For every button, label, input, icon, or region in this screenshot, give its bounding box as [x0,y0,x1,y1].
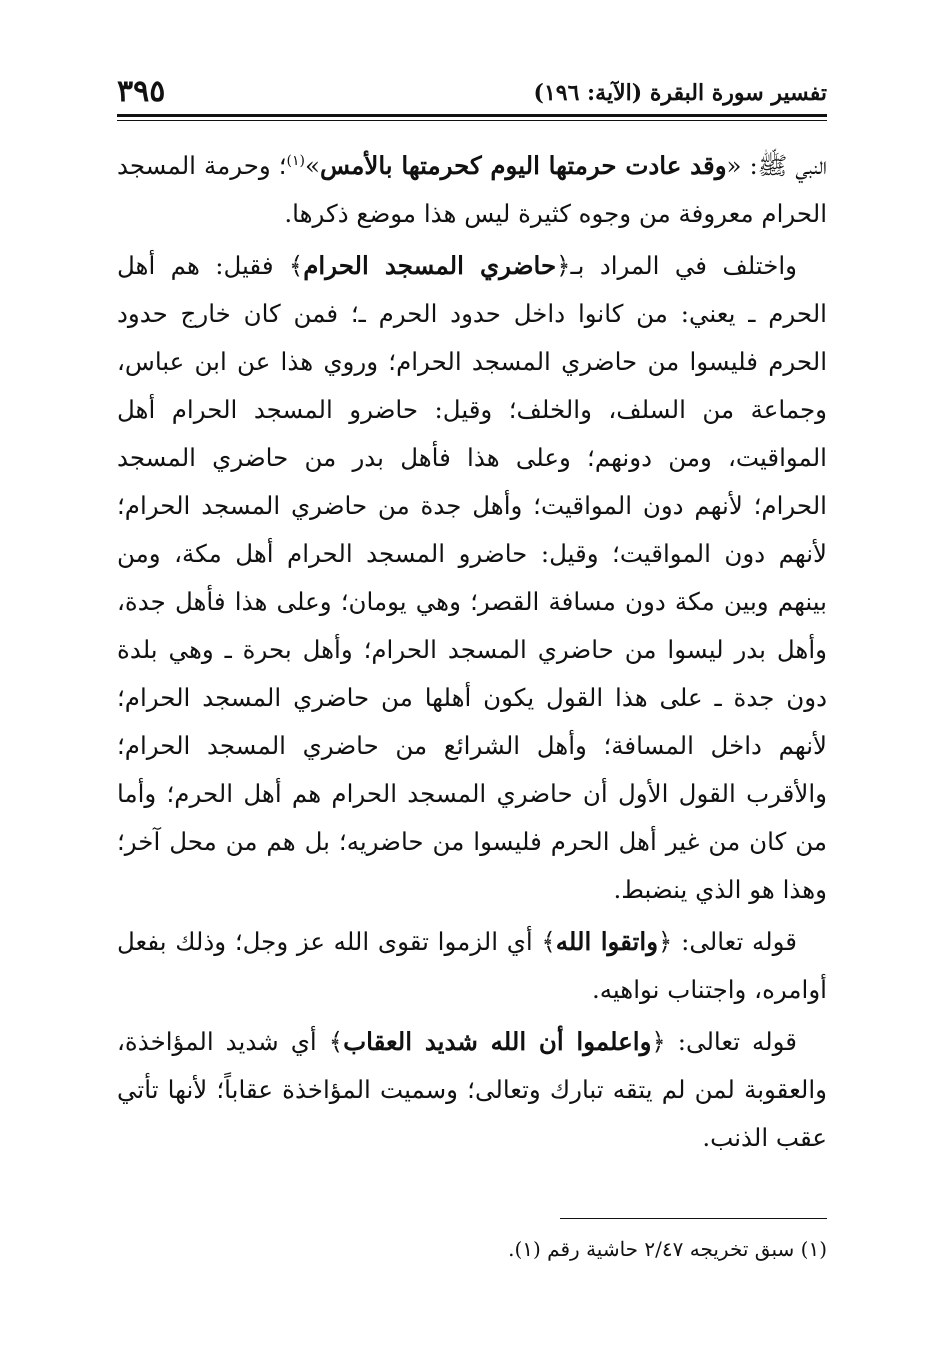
page-header [117,74,827,112]
text-run: ﴾ أي الزموا تقوى الله عز وجل؛ وذلك بفعل أوامره، واجتناب نواهيه. [117,927,827,1004]
text-run: قوله تعالى: ﴿ [651,1027,797,1056]
text-run: ﴾ فقيل: هم أهل الحرم ـ يعني: من كانوا داخل حدود الحرم ـ؛ فمن كان خارج حدود الحرم فليسوا من حاضري المسجد الحرام؛ وروي هذا عن ابن عباس، وجماعة من السلف، والخلف؛ وقيل: حاضرو المسجد الحرام أهل المواقيت، ومن دونهم؛ وعلى هذا فأهل بدر من حاضري المسجد الحرام؛ لأنهم دون المواقيت؛ وأهل جدة من حاضري المسجد الحرام؛ لأنهم دون المواقيت؛ وقيل: حاضرو المسجد الحرام أهل مكة، ومن بينهم وبين مكة دون مسافة القصر؛ وهي يومان؛ وعلى هذا فأهل جدة، وأهل بدر ليسوا من حاضري المسجد الحرام؛ وأهل بحرة ـ وهي بلدة دون جدة ـ على هذا القول يكون أهلها من حاضري المسجد الحرام؛ لأنهم داخل المسافة؛ وأهل الشرائع من حاضري المسجد الحرام؛ والأقرب القول الأول أن حاضري المسجد الحرام هم أهل الحرم؛ وأما من كان من غير أهل الحرم فليسوا من حاضريه؛ بل هم من محل آخر؛ وهذا هو الذي ينضبط. [117,251,827,904]
bold-quote: حاضري المسجد الحرام [303,251,557,280]
footnote-marker: (١) [286,152,305,169]
paragraph [117,142,827,238]
bold-quote: واتقوا الله [555,927,659,956]
page-number: ٣٩٥ [117,74,166,109]
bold-quote: وقد عادت حرمتها اليوم كحرمتها بالأمس [320,151,727,180]
footnote: (١) سبق تخريجه ٢/٤٧ حاشية رقم (١). [508,1237,827,1261]
text-run: ﴾ أي شديد المؤاخذة، والعقوبة لمن لم يتقه تبارك وتعالى؛ وسميت المؤاخذة عقاباً؛ لأنها تأتي عقب الذنب. [117,1027,827,1152]
text-run: ؛ وحرمة المسجد الحرام معروفة من وجوه كثيرة ليس هذا موضع ذكرها. [117,151,827,228]
bold-quote: واعلموا أن الله شديد العقاب [343,1027,652,1056]
text-run: قوله تعالى: ﴿ [658,927,797,956]
footnote-rule [560,1218,827,1219]
header-rule-thin [117,120,827,121]
paragraph [117,918,827,1014]
running-head: تفسير سورة البقرة (الآية: ١٩٦) [533,80,827,106]
body-text [117,142,827,1162]
paragraph [117,1018,827,1162]
paragraph [117,242,827,914]
text-run: واختلف في المراد بـ﴿ [556,251,797,280]
header-rule-thick [117,114,827,117]
text-run: » [305,151,320,180]
text-run: النبي ﷺ: « [726,151,827,180]
